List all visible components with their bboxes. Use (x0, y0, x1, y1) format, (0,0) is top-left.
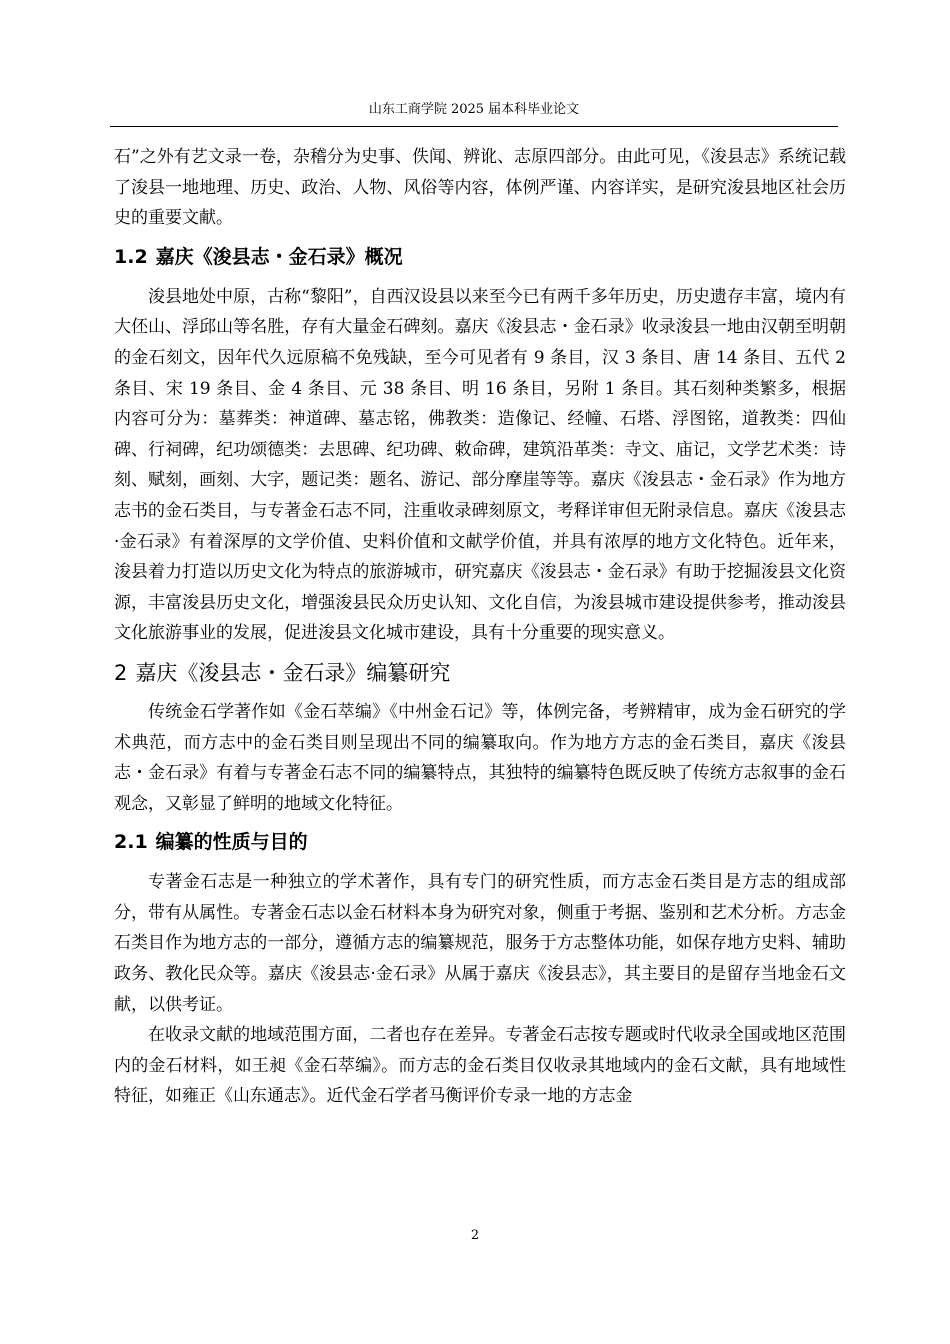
section-number: 2.1 (114, 831, 148, 854)
page-body (114, 142, 846, 1112)
section-title: 嘉庆《浚县志・金石录》概况 (155, 245, 403, 268)
paragraph-continued: 石”之外有艺文录一卷，杂稽分为史事、佚闻、辨讹、志原四部分。由此可见，《浚县志》系统记载了浚县一地地理、历史、政治、人物、风俗等内容，体例严谨、内容详实，是研究浚县地区社会历史的重要文献。 (114, 147, 846, 229)
section-number: 1.2 (114, 245, 148, 268)
running-header: 山东工商学院 2025 届本科毕业论文 (368, 102, 580, 117)
header-rule (110, 126, 838, 127)
page-number: 2 (470, 1228, 480, 1243)
paragraph: 传统金石学著作如《金石萃编》《中州金石记》等，体例完备，考辨精审，成为金石研究的学术典范，而方志中的金石类目则呈现出不同的编纂取向。作为地方方志的金石类目，嘉庆《浚县志・金石录》有着与专著金石志不同的编纂特点，其独特的编纂特色既反映了传统方志叙事的金石观念，又彰显了鲜明的地域文化特征。 (114, 701, 846, 814)
paragraph: 浚县地处中原，古称“黎阳”，自西汉设县以来至今已有两千多年历史，历史遗存丰富，境内有大伾山、浮邱山等名胜，存有大量金石碑刻。嘉庆《浚县志・金石录》收录浚县一地由汉朝至明朝的金石刻文，因年代久远原稿不免残缺，至今可见者有 9 条目，汉 3 条目、唐 14 条目、五代 2 条目、宋 19 条目、金 4 条目、元 38 条目、明 16 条目，另附 1 条目。其石刻种类繁多，根据内容可分为：墓葬类：神道碑、墓志铭，佛教类：造像记、经幢、石塔、浮图铭，道教类：四仙碑、行祠碑，纪功颂德类：去思碑、纪功碑、敕命碑，建筑沿革类：寺文、庙记，文学艺术类：诗刻、赋刻，画刻、大字，题记类：题名、游记、部分摩崖等等。嘉庆《浚县志・金石录》作为地方志书的金石类目，与专著金石志不同，注重收录碑刻原文，考释详审但无附录信息。嘉庆《浚县志·金石录》有着深厚的文学价值、史料价值和文献学价值，并具有浓厚的地方文化特色。近年来，浚县着力打造以历史文化为特点的旅游城市，研究嘉庆《浚县志・金石录》有助于挖掘浚县文化资源，丰富浚县历史文化，增强浚县民众历史认知、文化自信，为浚县城市建设提供参考，推动浚县文化旅游事业的发展，促进浚县文化城市建设，具有十分重要的现实意义。 (114, 286, 846, 644)
section-heading-2-1 (114, 825, 846, 859)
section-title: 嘉庆《浚县志・金石录》编纂研究 (135, 660, 451, 685)
section-heading-2 (114, 655, 846, 691)
section-title: 编纂的性质与目的 (155, 831, 308, 854)
section-heading-1-2 (114, 240, 846, 274)
section-number: 2 (114, 660, 128, 685)
paragraph: 在收录文献的地域范围方面，二者也存在差异。专著金石志按专题或时代收录全国或地区范围内的金石材料，如王昶《金石萃编》。而方志的金石类目仅收录其地域内的金石文献，具有地域性特征，如雍正《山东通志》。近代金石学者马衡评价专录一地的方志金 (114, 1025, 846, 1107)
paragraph: 专著金石志是一种独立的学术著作，具有专门的研究性质，而方志金石类目是方志的组成部分，带有从属性。专著金石志以金石材料本身为研究对象，侧重于考据、鉴别和艺术分析。方志金石类目作为地方志的一部分，遵循方志的编纂规范，服务于方志整体功能，如保存地方史料、辅助政务、教化民众等。嘉庆《浚县志·金石录》从属于嘉庆《浚县志》，其主要目的是留存当地金石文献，以供考证。 (114, 872, 846, 1015)
